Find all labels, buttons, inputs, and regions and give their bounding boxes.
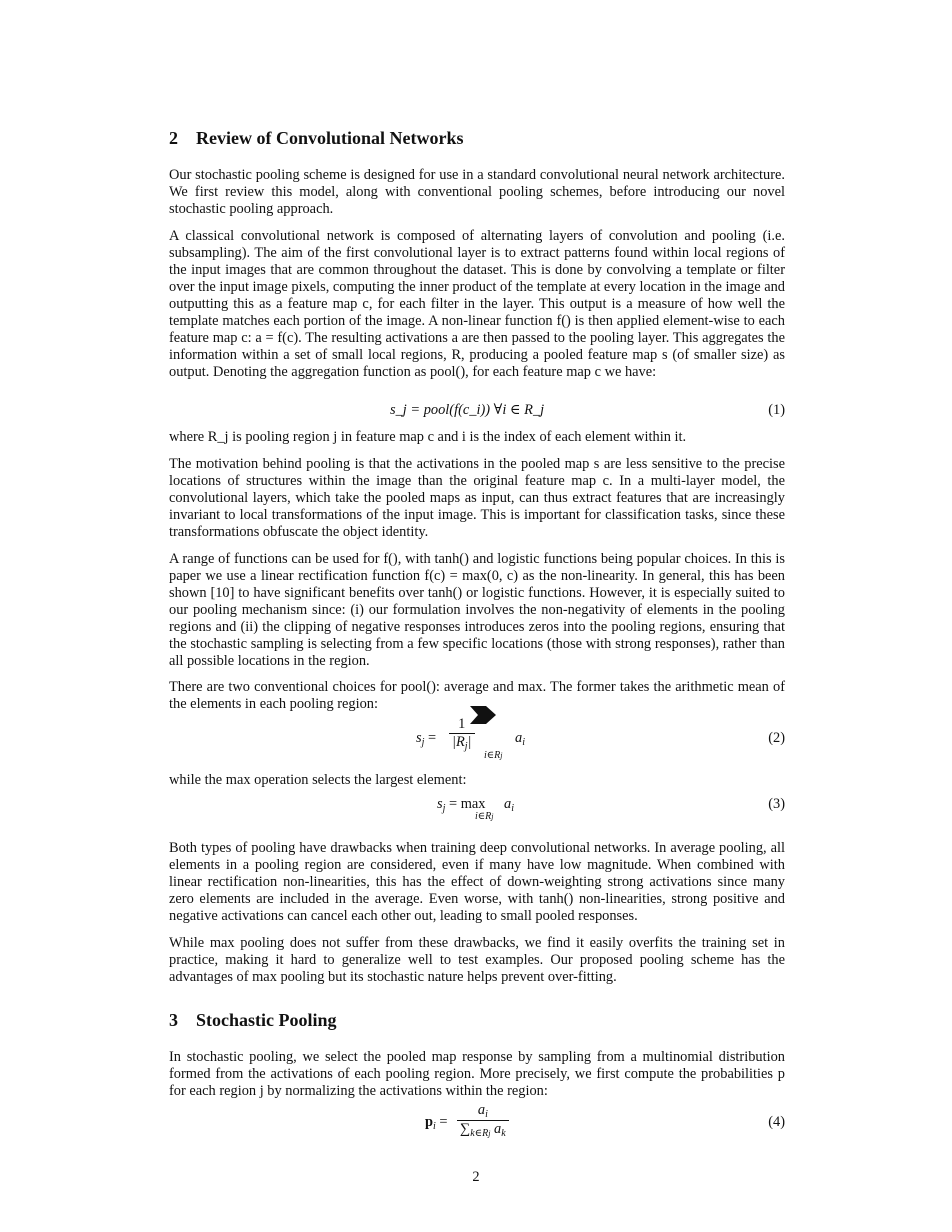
paragraph: where R_j is pooling region j in feature map c and i is the index of each element within it. bbox=[169, 429, 687, 445]
equation-2-term: $a_i$ bbox=[515, 730, 525, 748]
equation-3-lhs: $s_j = \max$ bbox=[437, 796, 486, 814]
equation-3-max-index: i∈Rj bbox=[475, 811, 494, 822]
equation-2-fraction: $\frac{1}{|R_j|}$ bbox=[449, 716, 475, 752]
section-number: 3 bbox=[169, 1010, 178, 1030]
equation-number: (1) bbox=[768, 402, 785, 418]
sum-glyph-icon bbox=[469, 704, 497, 731]
page-number: 2 bbox=[472, 1169, 480, 1185]
equation-number: (2) bbox=[768, 730, 785, 746]
equation-3 bbox=[169, 796, 785, 828]
equation-number: (3) bbox=[768, 796, 785, 812]
paragraph: The motivation behind pooling is that the activations in the pooled map s are less sensitive to the precise locations of structures within the image than the original feature map c. In a multi-layer model, the convolutional layers, which take the pooled maps as input, can thus extract features that are increasingly invariant to local transformations of the input image. This is important for classification tasks, since these transformations obfuscate the object identity. bbox=[169, 456, 785, 540]
paragraph: In stochastic pooling, we select the pooled map response by sampling from a multinomial distribution formed from the activations of each pooling region. More precisely, we first compute the probabilities p for each region j by normalizing the activations within the region: bbox=[169, 1049, 785, 1099]
paragraph: A range of functions can be used for f(), with tanh() and logistic functions being popular choices. In this is paper we use a linear rectification function f(c) = max(0, c) as the non-linearity. In general, this has been shown [10] to have significant benefits over tanh() or logistic functions. However, it is especially suited to our pooling mechanism since: (i) our formulation involves the non-negativity of elements in the pooling regions and (ii) the clipping of negative responses introduces zeros into the pooling regions, ensuring that the stochastic sampling is selecting from a few specific locations (those with strong responses), rather than all possible locations in the region. bbox=[169, 551, 785, 669]
paragraph: Our stochastic pooling scheme is designed for use in a standard convolutional neural network architecture. We first review this model, along with conventional pooling schemes, before introducing our novel stochastic pooling approach. bbox=[169, 167, 785, 217]
section-title: Stochastic Pooling bbox=[196, 1010, 337, 1030]
equation-number: (4) bbox=[768, 1114, 785, 1130]
equation-2-lhs: $s_j$ = bbox=[416, 730, 437, 748]
section-title: Review of Convolutional Networks bbox=[196, 128, 464, 148]
paragraph: A classical convolutional network is composed of alternating layers of convolution and pooling (i.e. subsampling). The aim of the first convolutional layer is to extract patterns found within local regions of the input images that are common throughout the dataset. This is done by convolving a template or filter over the input image pixels, computing the inner product of the template at every location in the image and outputting this as a feature map c, for each filter in the layer. This output is a measure of how well the template matches each portion of the image. A non-linear function f() is then applied element-wise to each feature map c: a = f(c). The resulting activations a are then passed to the pooling layer. This aggregates the information within a set of small local regions, R, producing a pooled feature map s (of smaller size) as output. Denoting the aggregation function as pool(), for each feature map c we have: bbox=[169, 228, 785, 380]
equation-1-body: s_j = pool(f(c_i)) ∀i ∈ R_j bbox=[390, 402, 545, 418]
paragraph: while the max operation selects the largest element: bbox=[169, 772, 467, 788]
equation-4-lhs: $p_i$ = bbox=[425, 1114, 448, 1132]
equation-1 bbox=[169, 402, 785, 432]
paragraph: Both types of pooling have drawbacks when training deep convolutional networks. In average pooling, all elements in a pooling region are considered, even if many have low magnitude. When combined with linear rectification non-linearities, this has the effect of down-weighting strong activations since many zero elements are included in the average. Even worse, with tanh() non-linearities, strong positive and negative activations can cancel each other out, leading to small pooled responses. bbox=[169, 840, 785, 924]
equation-3-term: $a_i$ bbox=[504, 796, 514, 814]
equation-2 bbox=[169, 712, 785, 768]
equation-4 bbox=[169, 1102, 785, 1146]
paragraph: While max pooling does not suffer from these drawbacks, we find it easily overfits the training set in practice, making it hard to generalize well to test examples. Our proposed pooling scheme has the advantages of max pooling but its stochastic nature helps prevent over-fitting. bbox=[169, 935, 785, 985]
equation-4-fraction: $\frac{a_i}{\sum_{k\in Rj} a_k}$ bbox=[457, 1102, 509, 1139]
section-2-heading bbox=[169, 128, 464, 149]
section-3-heading bbox=[169, 1010, 337, 1031]
paragraph: There are two conventional choices for pool(): average and max. The former takes the arithmetic mean of the elements in each pooling region: bbox=[169, 679, 785, 712]
section-number: 2 bbox=[169, 128, 178, 148]
equation-2-sum-index: i∈Rj bbox=[484, 750, 503, 761]
